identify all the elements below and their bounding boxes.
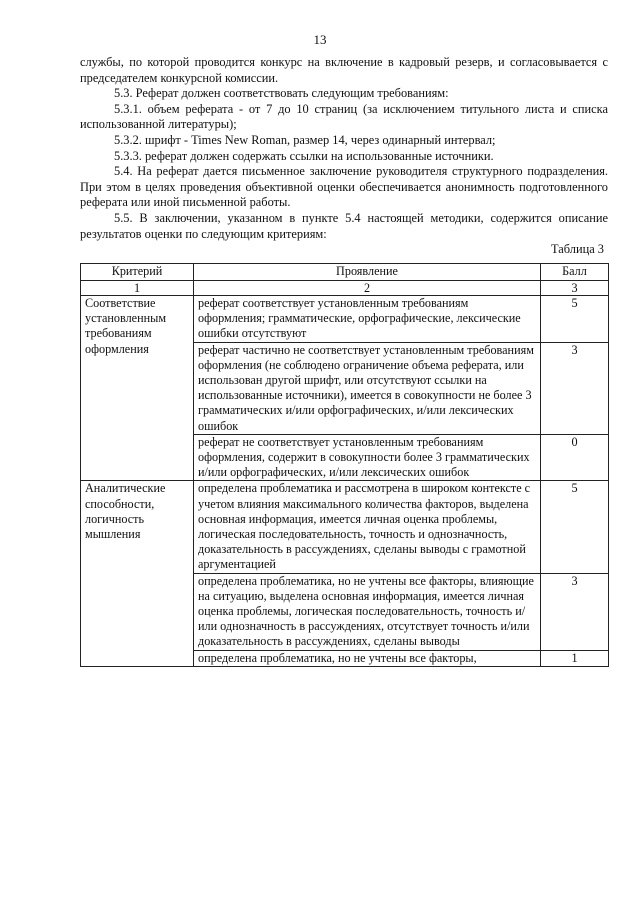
criteria-table [80, 263, 609, 667]
table-row [81, 296, 609, 343]
score-cell: 3 [541, 573, 609, 650]
paragraph: 5.3.3. реферат должен содержать ссылки на использованные источники. [114, 148, 494, 163]
paragraph: 5.4. На реферат дается письменное заключение руководителя структурного подразделения. При этом в целях проведения объективной оценки обеспечивается анонимность подготовленного реферата или иной письменной работы. [80, 164, 608, 210]
description-cell: определена проблематика, но не учтены все факторы, влияющие на ситуацию, выделена основная информация, имеется личная оценка проблемы, логическая последовательность, точность и/или однозначность в рассуждениях, отсутствует точность и/или доказательность в рассуждениях, сделаны выводы [194, 573, 541, 650]
paragraph: 5.5. В заключении, указанном в пункте 5.4 настоящей методики, содержится описание результатов оценки по следующим критериям: [80, 210, 608, 241]
body-text [80, 55, 608, 258]
column-number: 1 [81, 281, 194, 296]
score-cell: 5 [541, 481, 609, 573]
column-number: 3 [541, 281, 609, 296]
column-header-score: Балл [541, 264, 609, 281]
criterion-cell: Соответствие установленным требованиям оформления [81, 296, 194, 481]
table-row [81, 481, 609, 573]
score-cell: 1 [541, 650, 609, 666]
column-header-manifestation: Проявление [194, 264, 541, 281]
criterion-cell: Аналитические способности, логичность мышления [81, 481, 194, 666]
paragraph: 5.3.2. шрифт - Times New Roman, размер 14, через одинарный интервал; [114, 132, 496, 147]
paragraph: 5.3. Реферат должен соответствовать следующим требованиям: [114, 86, 449, 101]
paragraph: службы, по которой проводится конкурс на включение в кадровый резерв, и согласовывается с председателем конкурсной комиссии. [80, 55, 608, 85]
table-header-row [81, 264, 609, 281]
description-cell: реферат частично не соответствует установленным требованиям оформления (не соблюдено ограничение объема реферата, или использован другой шрифт, или отсутствуют ссылки на использованные источники), имеется в совокупности не более 3 грамматических и/или орфографических, и/или лексических ошибок [194, 342, 541, 434]
description-cell: определена проблематика, но не учтены все факторы, [194, 650, 541, 666]
column-number: 2 [194, 281, 541, 296]
score-cell: 3 [541, 342, 609, 434]
score-cell: 0 [541, 434, 609, 481]
table-caption: Таблица 3 [551, 242, 604, 257]
score-cell: 5 [541, 296, 609, 343]
description-cell: реферат соответствует установленным требованиям оформления; грамматические, орфографические, лексические ошибки отсутствуют [194, 296, 541, 343]
description-cell: реферат не соответствует установленным требованиям оформления, содержит в совокупности более 3 грамматических и/или орфографических, и/или лексических ошибок [194, 434, 541, 481]
column-number-row [81, 281, 609, 296]
page-number: 13 [313, 32, 327, 47]
description-cell: определена проблематика и рассмотрена в широком контексте с учетом влияния максимального количества факторов, выделена основная информация, имеется личная оценка проблемы, логическая последовательность, точность и однозначность, доказательность в рассуждениях, сделаны выводы с грамотной аргументацией [194, 481, 541, 573]
paragraph: 5.3.1. объем реферата - от 7 до 10 страниц (за исключением титульного листа и списка использованной литературы); [80, 101, 608, 132]
column-header-criterion: Критерий [81, 264, 194, 281]
